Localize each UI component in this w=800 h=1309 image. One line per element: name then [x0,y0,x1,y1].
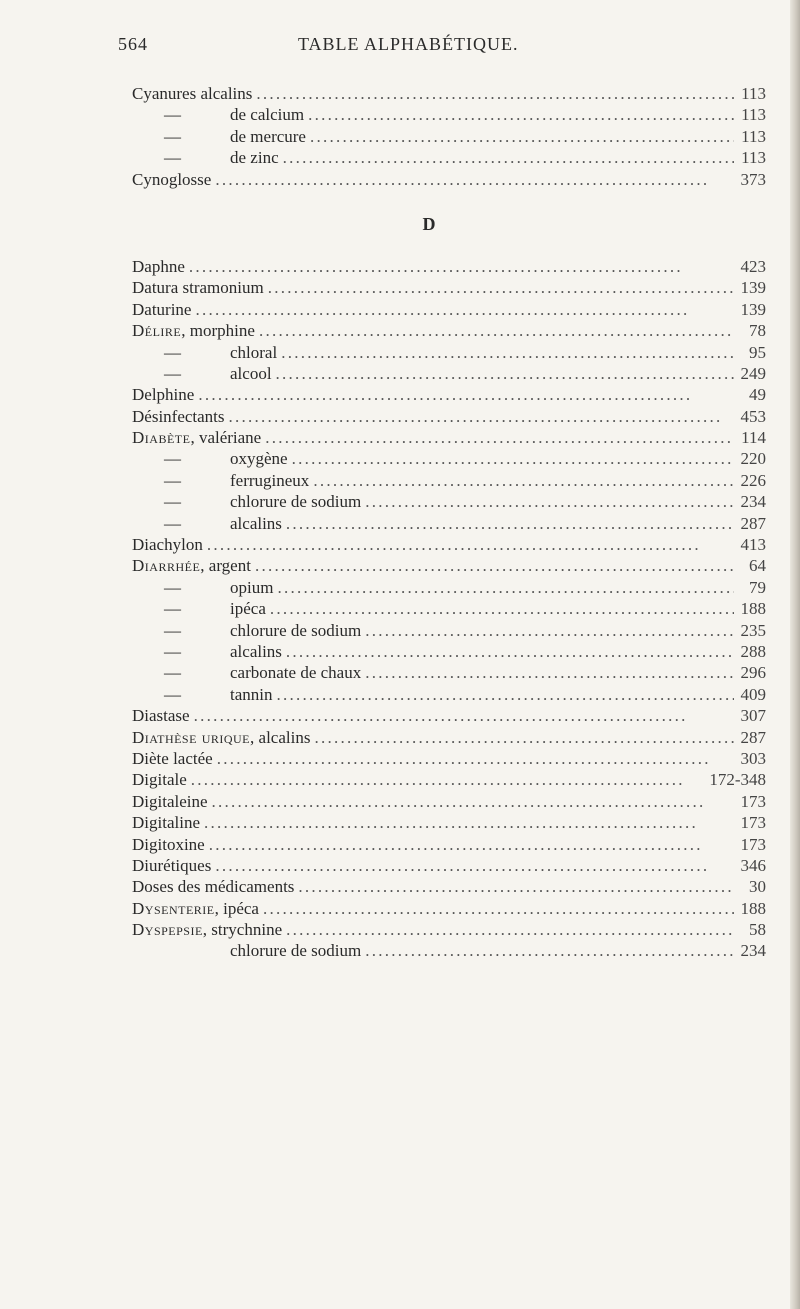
entry-label: Digitaline [132,813,200,833]
entry-text: alcool [230,363,272,383]
page-reference: 287 [740,513,766,533]
dot-leader [298,877,734,897]
ditto-dash: — [164,492,181,512]
page-reference: 226 [740,470,766,490]
index-subentry [132,514,766,535]
entry-label: Diurétiques [132,855,212,875]
index-entry [132,706,766,727]
page-reference: 79 [749,577,766,597]
entry-label [132,364,272,384]
page-reference: 188 [740,599,766,619]
page-reference: 303 [740,748,766,768]
dot-leader [209,835,734,855]
index-subentry [132,471,766,492]
index-entry [132,770,766,791]
page-reference: 409 [740,684,766,704]
ditto-dash: — [164,105,181,125]
dot-leader [365,941,734,961]
ditto-dash: — [164,470,181,490]
entry-text: chlorure de sodium [230,941,362,961]
dot-leader [277,685,735,705]
index-subentry [132,663,766,684]
index-entry [132,407,766,428]
page-reference: 49 [749,385,766,405]
entry-label [132,105,304,125]
entry-heading-caps: Diarrhée [132,556,201,576]
index-subentry [132,105,766,126]
ditto-dash: — [164,641,181,661]
dot-leader [286,920,734,940]
page-reference: 173 [740,834,766,854]
ditto-dash: — [164,342,181,362]
entry-label [132,492,361,512]
entry-label [132,556,251,576]
entry-label: Diastase [132,706,190,726]
page-reference: 307 [740,706,766,726]
page-edge [790,0,800,1309]
page-reference: 249 [740,363,766,383]
page-reference: 139 [740,299,766,319]
index-entry [132,321,766,342]
dot-leader [229,407,734,427]
entry-text: tannin [230,684,273,704]
entry-label [132,321,255,341]
entry-text: , strychnine [202,920,283,940]
entry-text: , argent [200,556,251,576]
dot-leader [215,856,734,876]
entry-label: Doses des médicaments [132,877,295,897]
index-subentry [132,685,766,706]
entry-label [132,514,282,534]
page-reference: 346 [740,855,766,875]
page-title: TABLE ALPHABÉTIQUE. [298,34,519,54]
index-subentry [132,941,766,962]
page-reference: 113 [741,84,766,103]
index-entry [132,428,766,449]
index-subentry [132,492,766,513]
entry-label [132,642,282,662]
entry-label: Diachylon [132,535,203,555]
page-reference: 64 [749,556,766,576]
dot-leader [270,599,734,619]
entry-label [132,343,277,363]
index-entry [132,813,766,834]
page-reference: 113 [741,148,766,168]
entry-label: Daphne [132,256,185,276]
index-entry [132,300,766,321]
entry-label: Cyanures alcalins [132,84,253,103]
dot-leader [207,535,734,555]
ditto-dash: — [164,126,181,146]
entry-text: carbonate de chaux [230,663,362,683]
entry-label [132,148,279,168]
dot-leader [198,385,734,405]
dot-leader [259,321,734,341]
entry-label [132,920,282,940]
index-subentry [132,449,766,470]
entry-heading-caps: Diathèse urique [132,727,251,747]
entry-label [132,663,361,683]
index-subentry [132,364,766,385]
page-reference: 296 [740,663,766,683]
dot-leader [204,813,734,833]
dot-leader [292,449,734,469]
index-entry [132,535,766,556]
dot-leader [255,556,734,576]
dot-leader [286,514,734,534]
dot-leader [286,642,734,662]
entry-text: , morphine [181,321,255,341]
index-subentry [132,343,766,364]
page-number: 564 [118,34,148,54]
entry-label [132,471,309,491]
page-reference: 114 [741,428,766,448]
entry-heading-caps: Dysenterie [132,898,215,918]
index-entry [132,385,766,406]
index-entry [132,728,766,749]
index-entry [132,856,766,877]
page-reference: 188 [740,898,766,918]
page-reference: 113 [741,126,766,146]
ditto-dash: — [164,620,181,640]
page-reference: 373 [740,169,766,189]
entry-text: alcalins [230,641,282,661]
index-subentry [132,127,766,148]
dot-leader [313,471,734,491]
entry-label: Delphine [132,385,195,405]
page-reference: 413 [740,535,766,555]
entry-text: oxygène [230,449,288,469]
ditto-dash: — [164,363,181,383]
entry-heading-caps: Diabète [132,428,191,448]
dot-leader [365,492,734,512]
ditto-dash: — [164,148,181,168]
page-reference: 423 [740,256,766,276]
page-reference: 220 [740,449,766,469]
index-entries [132,84,766,963]
page-reference: 58 [749,920,766,940]
entry-text: , ipéca [214,898,259,918]
dot-leader [191,770,706,790]
page-reference: 234 [740,941,766,961]
entry-label: Digitale [132,770,187,790]
index-entry [132,749,766,770]
entry-label: Daturine [132,299,192,319]
dot-leader [314,728,734,748]
ditto-dash: — [164,577,181,597]
entry-text: opium [230,577,274,597]
entry-heading-caps: Délire [132,321,182,341]
entry-text: de calcium [230,105,305,125]
entry-text: de zinc [230,148,279,168]
dot-leader [195,300,734,320]
dot-leader [310,127,734,147]
index-entry [132,556,766,577]
page-reference: 235 [740,620,766,640]
index-subentry [132,148,766,169]
entry-label: Datura stramonium [132,278,264,298]
entry-text: ipéca [230,599,266,619]
index-subentry [132,599,766,620]
entry-text: ferrugineux [230,470,310,490]
ditto-dash: — [164,449,181,469]
index-entry [132,257,766,278]
page-reference: 453 [740,406,766,426]
page-reference: 113 [741,105,766,125]
page-reference: 95 [749,342,766,362]
dot-leader [217,749,734,769]
index-entry [132,835,766,856]
dot-leader [283,148,734,168]
entry-label [132,578,273,598]
dot-leader [281,343,734,363]
index-entry [132,899,766,920]
entry-label: Digitoxine [132,834,205,854]
running-header [118,34,738,55]
index-entry [132,84,766,105]
dot-leader [189,257,734,277]
ditto-dash: — [164,663,181,683]
entry-label: Désinfectants [132,406,225,426]
entry-label [132,685,273,705]
page-reference: 139 [740,278,766,298]
page-reference: 234 [740,492,766,512]
entry-label [132,941,361,961]
index-entry [132,877,766,898]
dot-leader [277,578,734,598]
entry-label [132,899,259,919]
entry-label [132,449,288,469]
ditto-dash: — [164,599,181,619]
page-reference: 173 [740,791,766,811]
entry-text: chlorure de sodium [230,492,362,512]
entry-label: Diète lactée [132,748,213,768]
section-letter: D [422,213,436,234]
entry-label [132,127,306,147]
entry-text: chlorure de sodium [230,620,362,640]
entry-text: chloral [230,342,278,362]
entry-label [132,428,261,448]
entry-label [132,599,266,619]
ditto-dash: — [164,513,181,533]
entry-label: Cynoglosse [132,169,212,189]
dot-leader [212,792,734,812]
entry-label: Digitaleine [132,791,208,811]
index-subentry [132,642,766,663]
index-entry [132,792,766,813]
index-entry [132,170,766,191]
entry-label [132,728,310,748]
dot-leader [268,278,734,298]
entry-text: , alcalins [250,727,311,747]
dot-leader [265,428,734,448]
entry-heading-caps: Dyspepsie [132,920,203,940]
entry-text: alcalins [230,513,282,533]
page-reference: 288 [740,641,766,661]
index-entry [132,278,766,299]
dot-leader [365,663,734,683]
dot-leader [215,170,734,190]
page-reference: 30 [749,877,766,897]
dot-leader [365,621,734,641]
entry-text: de mercure [230,126,306,146]
entry-text: , valériane [190,428,262,448]
page-reference: 78 [749,321,766,341]
index-entry [132,920,766,941]
ditto-dash: — [164,684,181,704]
index-subentry [132,621,766,642]
dot-leader [194,706,734,726]
dot-leader [276,364,734,384]
page-reference: 173 [740,813,766,833]
dot-leader [308,105,734,125]
entry-label [132,621,361,641]
dot-leader [256,84,734,104]
page-reference: 172-348 [709,770,766,790]
page-reference: 287 [740,727,766,747]
dot-leader [263,899,734,919]
index-subentry [132,578,766,599]
